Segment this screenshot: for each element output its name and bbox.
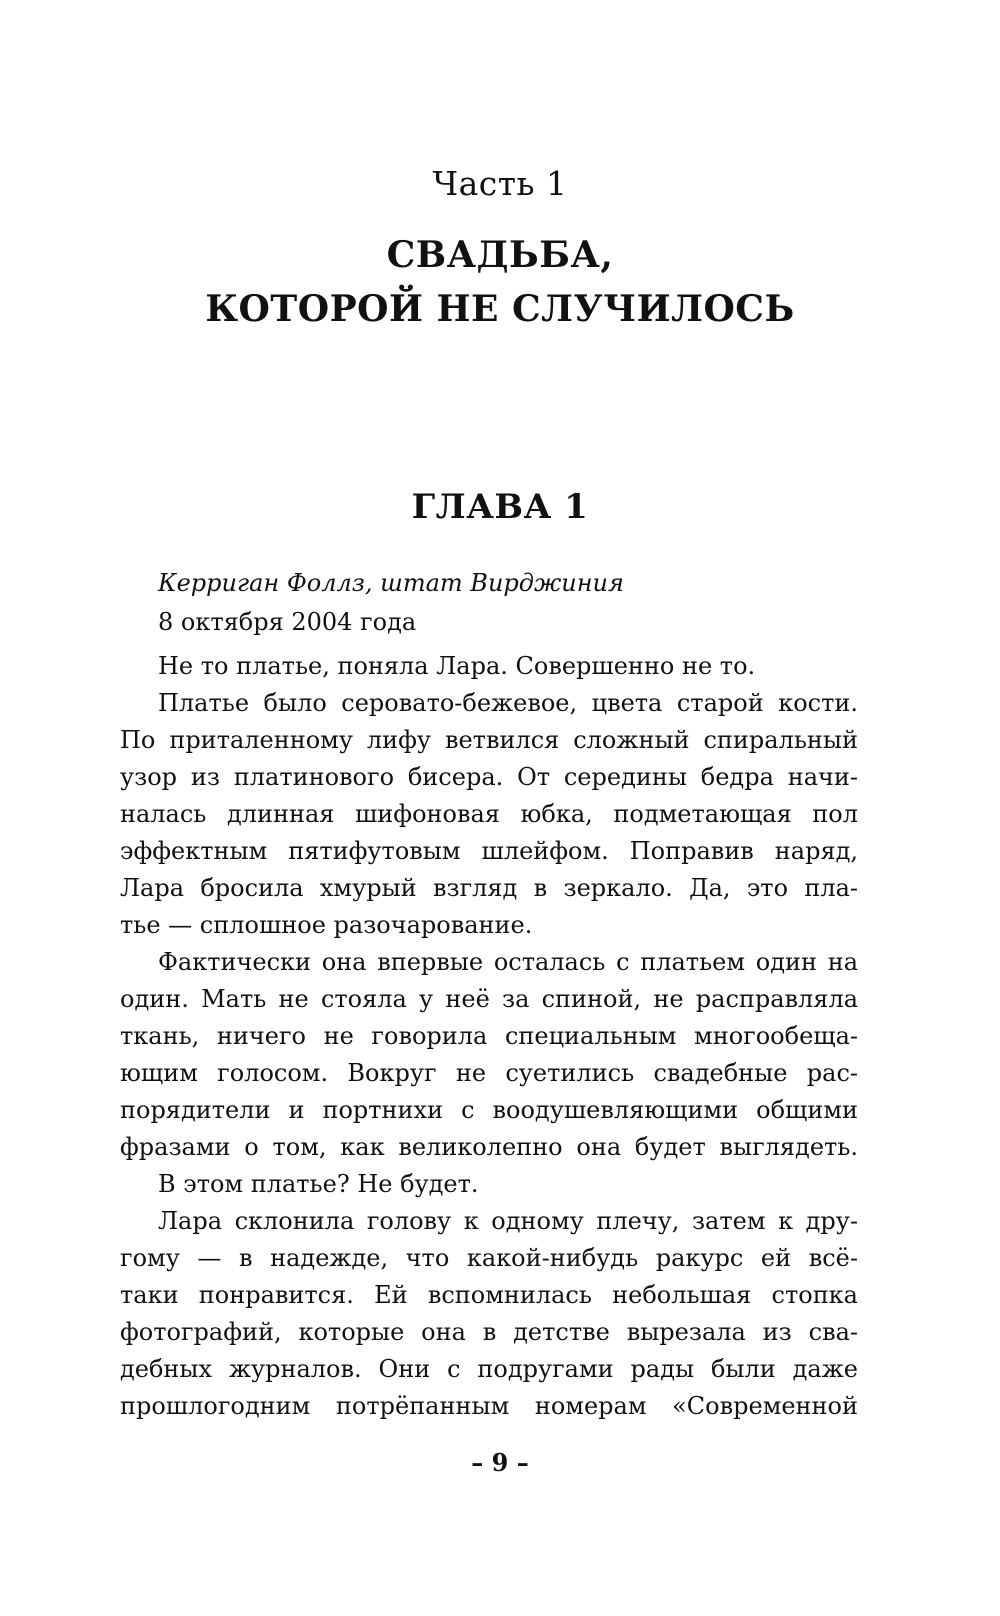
text-line: порядители и портнихи с воодушевляющими общими bbox=[120, 1096, 858, 1124]
text-line: ткань, ничего не говорила специальным многообеща- bbox=[120, 1022, 858, 1050]
chapter-date: 8 октября 2004 года bbox=[158, 608, 417, 636]
chapter-title: ГЛАВА 1 bbox=[411, 487, 589, 527]
text-line: эффектным пятифутовым шлейфом. Поправив наряд, bbox=[120, 837, 858, 865]
part-title-line-1: СВАДЬБА, bbox=[386, 234, 614, 276]
text-line: ющим голосом. Вокруг не суетились свадебные рас- bbox=[120, 1059, 858, 1087]
text-line: гому — в надежде, что какой-нибудь ракурс ей всё- bbox=[120, 1244, 858, 1272]
text-line: дебных журналов. Они с подругами рады были даже bbox=[120, 1355, 858, 1383]
text-line: В этом платье? Не будет. bbox=[158, 1170, 479, 1198]
text-line: Платье было серовато-бежевое, цвета старой кости. bbox=[158, 689, 858, 717]
part-title-line-2: КОТОРОЙ НЕ СЛУЧИЛОСЬ bbox=[205, 288, 795, 330]
part-title bbox=[0, 228, 1000, 336]
text-line: фотографий, которые она в детстве вырезала из сва- bbox=[120, 1318, 858, 1346]
chapter-place: Керриган Фоллз, штат Вирджиния bbox=[158, 569, 624, 597]
text-line: узор из платинового бисера. От середины бедра начи- bbox=[120, 763, 858, 791]
part-label: Часть 1 bbox=[432, 164, 568, 203]
text-line: тье — сплошное разочарование. bbox=[120, 911, 533, 939]
page-number: – 9 – bbox=[471, 1448, 529, 1477]
text-line: фразами о том, как великолепно она будет выглядеть. bbox=[120, 1133, 858, 1161]
text-line: По приталенному лифу ветвился сложный спиральный bbox=[120, 726, 858, 754]
text-line: Лара бросила хмурый взгляд в зеркало. Да, это пла- bbox=[120, 874, 858, 902]
text-line: один. Мать не стояла у неё за спиной, не расправляла bbox=[120, 985, 858, 1013]
text-line: Не то платье, поняла Лара. Совершенно не то. bbox=[158, 652, 756, 680]
text-line: прошлогодним потрёпанным номерам «Современной bbox=[120, 1392, 858, 1420]
text-line: Фактически она впервые осталась с платьем один на bbox=[158, 948, 858, 976]
body-text bbox=[120, 648, 858, 1425]
text-line: таки понравится. Ей вспомнилась небольшая стопка bbox=[120, 1281, 858, 1309]
text-line: Лара склонила голову к одному плечу, затем к дру- bbox=[158, 1207, 858, 1235]
text-line: налась длинная шифоновая юбка, подметающая пол bbox=[120, 800, 858, 828]
